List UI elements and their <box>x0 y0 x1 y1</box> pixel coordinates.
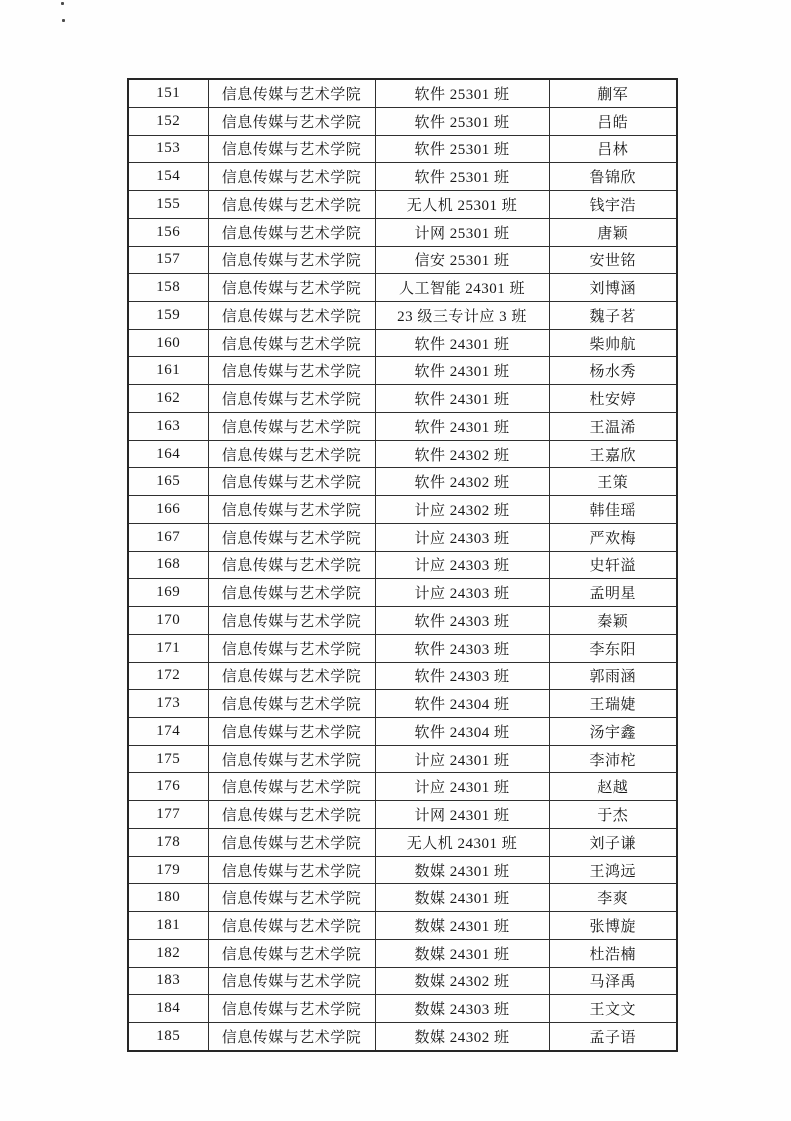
cell-name: 秦颖 <box>549 607 677 635</box>
table-row <box>128 412 677 440</box>
cell-number: 162 <box>128 385 208 413</box>
cell-name: 严欢梅 <box>549 523 677 551</box>
cell-college: 信息传媒与艺术学院 <box>208 385 375 413</box>
cell-college: 信息传媒与艺术学院 <box>208 634 375 662</box>
cell-college: 信息传媒与艺术学院 <box>208 884 375 912</box>
cell-number: 151 <box>128 79 208 107</box>
cell-name: 张博旋 <box>549 912 677 940</box>
cell-number: 170 <box>128 607 208 635</box>
cell-college: 信息传媒与艺术学院 <box>208 412 375 440</box>
cell-college: 信息传媒与艺术学院 <box>208 551 375 579</box>
cell-name: 李东阳 <box>549 634 677 662</box>
table-row <box>128 828 677 856</box>
cell-class: 软件 24304 班 <box>375 690 549 718</box>
cell-number: 153 <box>128 135 208 163</box>
table-row <box>128 468 677 496</box>
cell-number: 173 <box>128 690 208 718</box>
table-row <box>128 745 677 773</box>
table-row <box>128 690 677 718</box>
cell-number: 159 <box>128 302 208 330</box>
cell-name: 李爽 <box>549 884 677 912</box>
cell-college: 信息传媒与艺术学院 <box>208 468 375 496</box>
cell-college: 信息传媒与艺术学院 <box>208 440 375 468</box>
cell-number: 171 <box>128 634 208 662</box>
cell-class: 信安 25301 班 <box>375 246 549 274</box>
cell-number: 165 <box>128 468 208 496</box>
cell-class: 计应 24301 班 <box>375 773 549 801</box>
cell-class: 软件 24301 班 <box>375 412 549 440</box>
cell-class: 无人机 24301 班 <box>375 828 549 856</box>
cell-class: 软件 24303 班 <box>375 634 549 662</box>
cell-college: 信息传媒与艺术学院 <box>208 745 375 773</box>
cell-college: 信息传媒与艺术学院 <box>208 856 375 884</box>
student-roster-table <box>127 78 678 1052</box>
cell-number: 152 <box>128 107 208 135</box>
table-row <box>128 912 677 940</box>
cell-number: 178 <box>128 828 208 856</box>
cell-class: 数媒 24301 班 <box>375 856 549 884</box>
cell-college: 信息传媒与艺术学院 <box>208 912 375 940</box>
cell-name: 蒯军 <box>549 79 677 107</box>
cell-number: 175 <box>128 745 208 773</box>
cell-name: 杨水秀 <box>549 357 677 385</box>
cell-class: 软件 24304 班 <box>375 718 549 746</box>
table-row <box>128 135 677 163</box>
cell-college: 信息传媒与艺术学院 <box>208 1023 375 1051</box>
cell-class: 计网 25301 班 <box>375 218 549 246</box>
cell-name: 孟明星 <box>549 579 677 607</box>
cell-name: 汤宇鑫 <box>549 718 677 746</box>
table-row <box>128 357 677 385</box>
cell-name: 唐颖 <box>549 218 677 246</box>
cell-class: 软件 25301 班 <box>375 107 549 135</box>
cell-number: 157 <box>128 246 208 274</box>
cell-college: 信息传媒与艺术学院 <box>208 79 375 107</box>
cell-class: 数媒 24302 班 <box>375 1023 549 1051</box>
cell-name: 刘子谦 <box>549 828 677 856</box>
cell-number: 158 <box>128 274 208 302</box>
cell-college: 信息传媒与艺术学院 <box>208 967 375 995</box>
cell-name: 安世铭 <box>549 246 677 274</box>
table-row <box>128 995 677 1023</box>
cell-college: 信息传媒与艺术学院 <box>208 302 375 330</box>
cell-name: 魏子茗 <box>549 302 677 330</box>
cell-name: 柴帅航 <box>549 329 677 357</box>
cell-name: 杜浩楠 <box>549 939 677 967</box>
cell-name: 吕皓 <box>549 107 677 135</box>
table-row <box>128 939 677 967</box>
cell-number: 169 <box>128 579 208 607</box>
cell-number: 167 <box>128 523 208 551</box>
cell-number: 155 <box>128 191 208 219</box>
table-row <box>128 884 677 912</box>
cell-class: 计应 24302 班 <box>375 496 549 524</box>
table-row <box>128 385 677 413</box>
cell-college: 信息传媒与艺术学院 <box>208 718 375 746</box>
cell-number: 174 <box>128 718 208 746</box>
cell-class: 数媒 24302 班 <box>375 967 549 995</box>
table-row <box>128 329 677 357</box>
cell-college: 信息传媒与艺术学院 <box>208 163 375 191</box>
scan-speck <box>62 19 65 22</box>
cell-class: 23 级三专计应 3 班 <box>375 302 549 330</box>
table-row <box>128 523 677 551</box>
cell-name: 王文文 <box>549 995 677 1023</box>
cell-number: 160 <box>128 329 208 357</box>
table-row <box>128 302 677 330</box>
table-row <box>128 274 677 302</box>
cell-name: 王嘉欣 <box>549 440 677 468</box>
cell-college: 信息传媒与艺术学院 <box>208 662 375 690</box>
cell-name: 王瑞婕 <box>549 690 677 718</box>
cell-number: 154 <box>128 163 208 191</box>
table-row <box>128 246 677 274</box>
cell-class: 计应 24303 班 <box>375 579 549 607</box>
cell-name: 吕林 <box>549 135 677 163</box>
cell-class: 人工智能 24301 班 <box>375 274 549 302</box>
table-row <box>128 107 677 135</box>
cell-class: 数媒 24301 班 <box>375 884 549 912</box>
cell-name: 马泽禹 <box>549 967 677 995</box>
cell-college: 信息传媒与艺术学院 <box>208 246 375 274</box>
cell-number: 180 <box>128 884 208 912</box>
cell-class: 无人机 25301 班 <box>375 191 549 219</box>
cell-class: 软件 25301 班 <box>375 135 549 163</box>
table-row <box>128 218 677 246</box>
cell-college: 信息传媒与艺术学院 <box>208 939 375 967</box>
cell-college: 信息传媒与艺术学院 <box>208 773 375 801</box>
cell-class: 软件 24301 班 <box>375 329 549 357</box>
cell-class: 数媒 24301 班 <box>375 912 549 940</box>
cell-class: 计应 24303 班 <box>375 523 549 551</box>
scan-speck <box>61 2 64 5</box>
table-row <box>128 634 677 662</box>
cell-class: 软件 25301 班 <box>375 79 549 107</box>
cell-class: 软件 24302 班 <box>375 440 549 468</box>
cell-number: 163 <box>128 412 208 440</box>
cell-college: 信息传媒与艺术学院 <box>208 523 375 551</box>
cell-college: 信息传媒与艺术学院 <box>208 329 375 357</box>
cell-number: 176 <box>128 773 208 801</box>
cell-class: 软件 24303 班 <box>375 607 549 635</box>
table-row <box>128 496 677 524</box>
cell-class: 数媒 24303 班 <box>375 995 549 1023</box>
cell-number: 177 <box>128 801 208 829</box>
cell-name: 郭雨涵 <box>549 662 677 690</box>
table-row <box>128 191 677 219</box>
table-row <box>128 163 677 191</box>
cell-number: 168 <box>128 551 208 579</box>
table-row <box>128 1023 677 1051</box>
table-row <box>128 856 677 884</box>
cell-name: 李沛柁 <box>549 745 677 773</box>
cell-college: 信息传媒与艺术学院 <box>208 357 375 385</box>
cell-name: 王鸿远 <box>549 856 677 884</box>
cell-college: 信息传媒与艺术学院 <box>208 218 375 246</box>
cell-name: 刘博涵 <box>549 274 677 302</box>
table-row <box>128 967 677 995</box>
cell-number: 183 <box>128 967 208 995</box>
roster-table-body <box>128 79 677 1051</box>
cell-name: 鲁锦欣 <box>549 163 677 191</box>
cell-number: 184 <box>128 995 208 1023</box>
cell-college: 信息传媒与艺术学院 <box>208 274 375 302</box>
cell-name: 王温浠 <box>549 412 677 440</box>
cell-college: 信息传媒与艺术学院 <box>208 828 375 856</box>
cell-number: 179 <box>128 856 208 884</box>
cell-college: 信息传媒与艺术学院 <box>208 995 375 1023</box>
cell-class: 计应 24303 班 <box>375 551 549 579</box>
cell-class: 数媒 24301 班 <box>375 939 549 967</box>
cell-class: 计应 24301 班 <box>375 745 549 773</box>
table-row <box>128 718 677 746</box>
cell-number: 166 <box>128 496 208 524</box>
table-row <box>128 662 677 690</box>
cell-class: 软件 24302 班 <box>375 468 549 496</box>
cell-college: 信息传媒与艺术学院 <box>208 135 375 163</box>
cell-name: 王策 <box>549 468 677 496</box>
cell-name: 赵越 <box>549 773 677 801</box>
table-row <box>128 551 677 579</box>
cell-class: 软件 24303 班 <box>375 662 549 690</box>
cell-name: 杜安婷 <box>549 385 677 413</box>
cell-college: 信息传媒与艺术学院 <box>208 579 375 607</box>
table-row <box>128 440 677 468</box>
cell-number: 172 <box>128 662 208 690</box>
cell-number: 181 <box>128 912 208 940</box>
cell-college: 信息传媒与艺术学院 <box>208 607 375 635</box>
cell-number: 164 <box>128 440 208 468</box>
cell-class: 软件 25301 班 <box>375 163 549 191</box>
table-row <box>128 579 677 607</box>
cell-college: 信息传媒与艺术学院 <box>208 690 375 718</box>
table-row <box>128 801 677 829</box>
cell-college: 信息传媒与艺术学院 <box>208 801 375 829</box>
cell-college: 信息传媒与艺术学院 <box>208 496 375 524</box>
cell-name: 于杰 <box>549 801 677 829</box>
cell-college: 信息传媒与艺术学院 <box>208 191 375 219</box>
cell-number: 161 <box>128 357 208 385</box>
cell-class: 软件 24301 班 <box>375 385 549 413</box>
table-row <box>128 773 677 801</box>
table-row <box>128 79 677 107</box>
cell-number: 182 <box>128 939 208 967</box>
cell-name: 史轩溢 <box>549 551 677 579</box>
cell-name: 韩佳瑶 <box>549 496 677 524</box>
cell-name: 孟子语 <box>549 1023 677 1051</box>
cell-number: 185 <box>128 1023 208 1051</box>
table-row <box>128 607 677 635</box>
cell-name: 钱宇浩 <box>549 191 677 219</box>
cell-number: 156 <box>128 218 208 246</box>
cell-college: 信息传媒与艺术学院 <box>208 107 375 135</box>
cell-class: 软件 24301 班 <box>375 357 549 385</box>
cell-class: 计网 24301 班 <box>375 801 549 829</box>
